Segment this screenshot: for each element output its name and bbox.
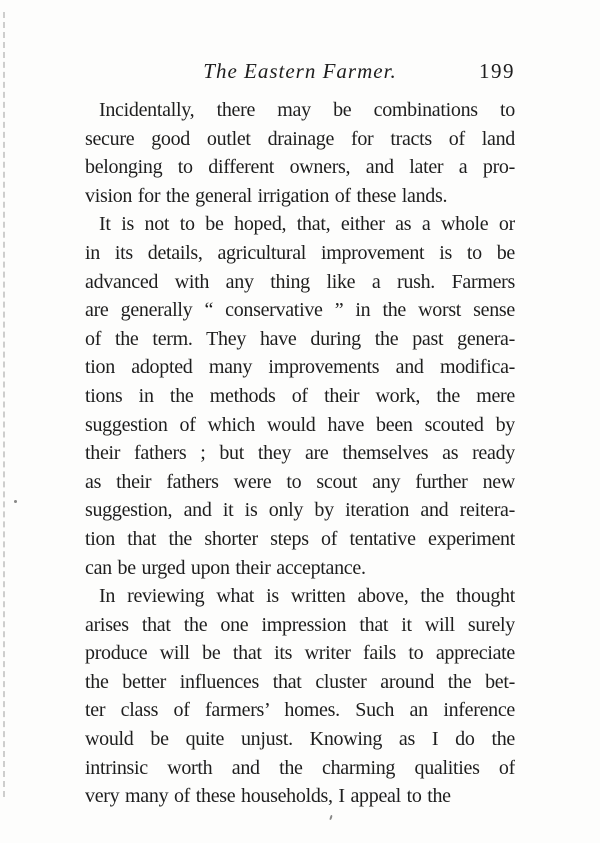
text-line: are generally “ conservative ” in the worst sense [85, 299, 515, 322]
text-line: suggestion of which would have been scouted by [85, 413, 515, 436]
scan-speck [14, 500, 17, 503]
text-line: in its details, agricultural improvement is to be [85, 241, 515, 264]
text-line: suggestion, and it is only by iteration and reitera- [85, 499, 515, 522]
paragraph [85, 582, 515, 811]
text-line: produce will be that its writer fails to appreciate [85, 642, 515, 665]
running-title: The Eastern Farmer. [203, 59, 397, 83]
text-line: intrinsic worth and the charming qualities of [85, 756, 515, 779]
page-number: 199 [479, 59, 515, 83]
text-line: tions in the methods of their work, the mere [85, 384, 515, 407]
text-line: as their fathers were to scout any further new [85, 470, 515, 493]
text-line: would be quite unjust. Knowing as I do the [85, 728, 515, 751]
page-header [85, 56, 515, 86]
text-line: their fathers ; but they are themselves as ready [85, 442, 515, 465]
text-line: Incidentally, there may be combinations to [99, 99, 515, 121]
text-line: arises that the one impression that it will surely [85, 613, 515, 636]
text-line: advanced with any thing like a rush. Farmers [85, 270, 515, 293]
text-line: of the term. They have during the past genera- [85, 327, 515, 350]
text-line: belonging to different owners, and later a pro- [85, 156, 515, 179]
paragraph [85, 96, 515, 210]
page-body [85, 96, 515, 811]
text-line: tion that the shorter steps of tentative experiment [85, 527, 515, 550]
text-line: vision for the general irrigation of these lands. [85, 184, 448, 207]
binding-edge-artifact [3, 12, 5, 797]
paragraph [85, 210, 515, 582]
text-line: very many of these households, I appeal to the [85, 785, 451, 808]
text-line: the better influences that cluster around the bet- [85, 670, 515, 693]
text-line: tion adopted many improvements and modifica- [85, 356, 515, 379]
text-line: ter class of farmers’ homes. Such an inference [85, 699, 515, 722]
text-line: In reviewing what is written above, the thought [99, 585, 515, 608]
text-line: can be urged upon their acceptance. [85, 556, 366, 579]
text-line: secure good outlet drainage for tracts of land [85, 127, 515, 150]
text-line: It is not to be hoped, that, either as a whole or [99, 213, 515, 236]
scan-speck [329, 815, 332, 820]
